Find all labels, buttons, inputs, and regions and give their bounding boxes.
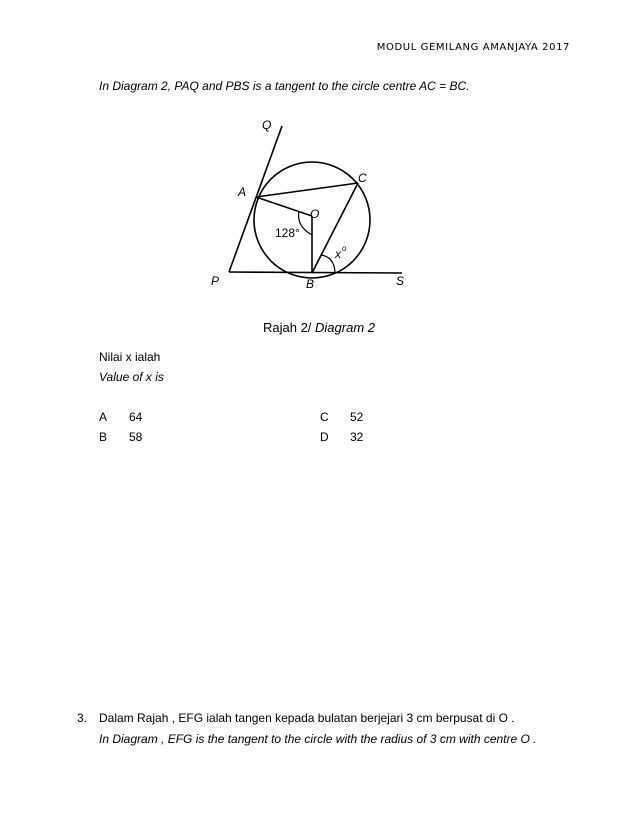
diagram-caption [0, 320, 638, 335]
question-intro: In Diagram 2, PAQ and PBS is a tangent to the circle centre AC = BC. [99, 79, 470, 93]
option-letter: A [99, 410, 108, 424]
label-s: S [396, 274, 405, 288]
question-3-text-ms: Dalam Rajah , EFG ialah tangen kepada bulatan berjejari 3 cm berpusat di O . [99, 711, 515, 725]
radius-ao [256, 197, 312, 216]
label-angle-x-degree: o [342, 244, 347, 253]
caption-ms: Rajah 2/ [262, 320, 316, 335]
label-b: B [306, 277, 315, 291]
option-letter: C [320, 410, 329, 424]
caption-en: Diagram 2 [315, 320, 375, 335]
module-header: MODUL GEMILANG AMANJAYA 2017 [376, 42, 570, 53]
label-angle-128: 128° [275, 226, 300, 240]
label-c: C [358, 171, 367, 185]
question-text-en: Value of x is [99, 370, 164, 384]
question-3-text-en: In Diagram , EFG is the tangent to the circle with the radius of 3 cm with centre O . [99, 732, 537, 746]
label-o: O [310, 207, 320, 221]
option-letter: D [320, 430, 329, 444]
tangent-pbs [229, 272, 402, 273]
label-p: P [211, 274, 220, 288]
option-value: 52 [350, 410, 364, 424]
angle-arc-x [321, 255, 335, 272]
tangent-paq [229, 126, 282, 272]
option-value: 32 [350, 430, 364, 444]
label-a: A [238, 185, 247, 199]
option-letter: B [99, 430, 108, 444]
label-angle-x: x [335, 247, 341, 261]
label-q: Q [262, 118, 272, 132]
circle-tangent-diagram [200, 112, 420, 302]
question-text-ms: Nilai x ialah [99, 350, 161, 364]
option-value: 64 [129, 410, 143, 424]
chord-ac [256, 183, 358, 197]
option-value: 58 [129, 430, 143, 444]
question-3-number: 3. [77, 711, 88, 725]
